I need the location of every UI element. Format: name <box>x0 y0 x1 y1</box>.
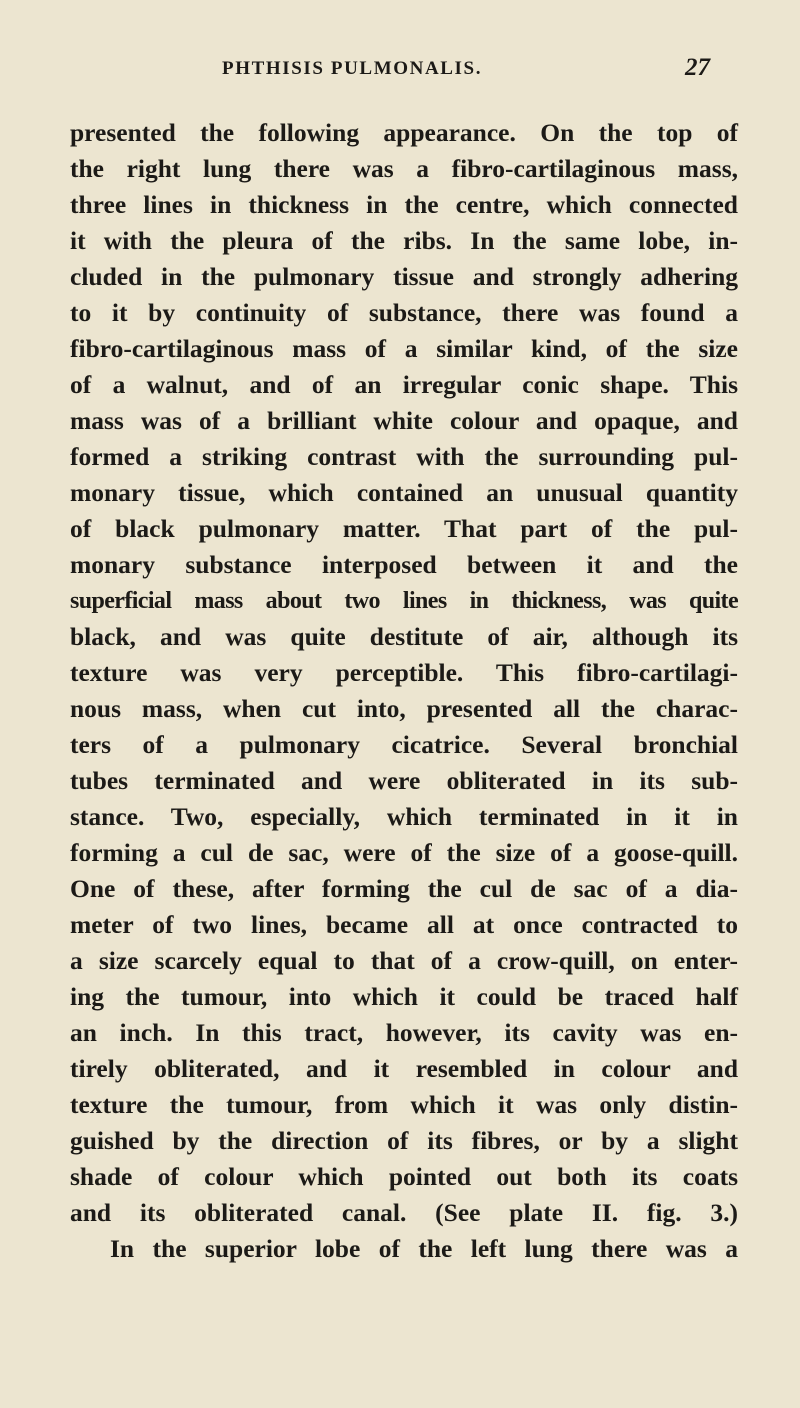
text-line: tirely obliterated, and it resembled in colour and <box>70 1054 738 1083</box>
text-line: ters of a pulmonary cicatrice. Several bronchial <box>70 730 738 759</box>
text-line: of black pulmonary matter. That part of the pul- <box>70 514 738 543</box>
text-line: monary tissue, which contained an unusual quantity <box>70 478 738 507</box>
text-line: superficial mass about two lines in thickness, was quite <box>70 588 738 614</box>
text-line: black, and was quite destitute of air, although its <box>70 622 738 651</box>
text-line: it with the pleura of the ribs. In the same lobe, in- <box>70 226 738 255</box>
text-line: meter of two lines, became all at once contracted to <box>70 910 738 939</box>
text-line: stance. Two, especially, which terminated in it in <box>70 802 738 831</box>
text-line: and its obliterated canal. (See plate II. fig. 3.) <box>70 1198 738 1227</box>
page-number: 27 <box>685 54 710 81</box>
text-line: monary substance interposed between it and the <box>70 550 738 579</box>
text-line: guished by the direction of its fibres, or by a slight <box>70 1126 738 1155</box>
text-line: mass was of a brilliant white colour and opaque, and <box>70 406 738 435</box>
text-line: One of these, after forming the cul de sac of a dia- <box>70 874 738 903</box>
text-line: a size scarcely equal to that of a crow-quill, on enter- <box>70 946 738 975</box>
text-line: In the superior lobe of the left lung there was a <box>110 1234 738 1263</box>
text-line: nous mass, when cut into, presented all the charac- <box>70 694 738 723</box>
text-line: formed a striking contrast with the surrounding pul- <box>70 442 738 471</box>
text-line: three lines in thickness in the centre, which connected <box>70 190 738 219</box>
text-line: texture the tumour, from which it was only distin- <box>70 1090 738 1119</box>
text-line: cluded in the pulmonary tissue and strongly adhering <box>70 262 738 291</box>
text-line: tubes terminated and were obliterated in its sub- <box>70 766 738 795</box>
running-title: PHTHISIS PULMONALIS. <box>222 58 483 79</box>
text-line: fibro-cartilaginous mass of a similar kind, of the size <box>70 334 738 363</box>
text-line: to it by continuity of substance, there was found a <box>70 298 738 327</box>
text-line: texture was very perceptible. This fibro-cartilagi- <box>70 658 738 687</box>
text-line: of a walnut, and of an irregular conic shape. This <box>70 370 738 399</box>
text-line: presented the following appearance. On the top of <box>70 118 738 147</box>
text-line: ing the tumour, into which it could be traced half <box>70 982 738 1011</box>
text-line: forming a cul de sac, were of the size of a goose-quill. <box>70 838 738 867</box>
text-line: the right lung there was a fibro-cartilaginous mass, <box>70 154 738 183</box>
text-line: shade of colour which pointed out both its coats <box>70 1162 738 1191</box>
text-line: an inch. In this tract, however, its cavity was en- <box>70 1018 738 1047</box>
